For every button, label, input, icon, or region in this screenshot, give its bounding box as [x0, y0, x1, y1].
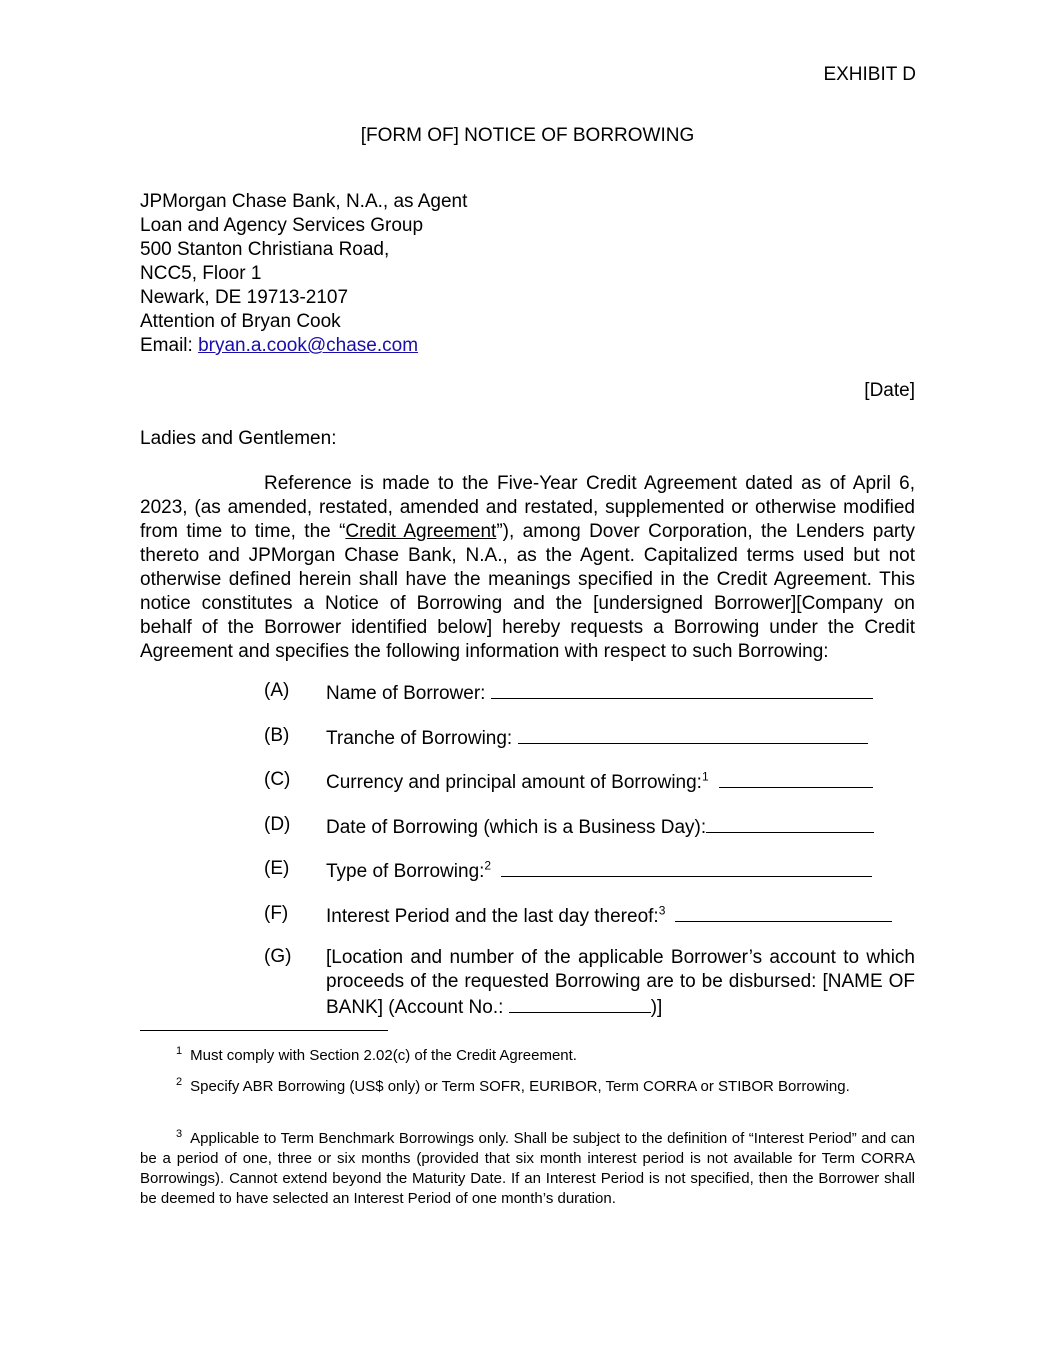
footnote-ref: 3: [658, 903, 666, 918]
item-tail: )]: [650, 997, 663, 1018]
footnote-mark: 3: [176, 1128, 183, 1140]
body-text: Reference is made to the Five-Year Credit Agreement dated as of April 6, 2023, (as amended, restated, amended and restated, supplemented or otherwise modified from time to time, the “: [140, 473, 915, 542]
item-letter: (G): [264, 946, 292, 967]
item-letter: (E): [264, 858, 290, 879]
footnote-mark: 2: [176, 1076, 183, 1088]
footnote-mark: 1: [176, 1045, 183, 1057]
currency-amount-blank[interactable]: [719, 769, 873, 788]
footnote-text: Specify ABR Borrowing (US$ only) or Term SOFR, EURIBOR, Term CORRA or STIBOR Borrowing.: [190, 1078, 850, 1095]
item-letter: (C): [264, 769, 291, 790]
item-label: Type of Borrowing:: [326, 861, 485, 882]
account-number-blank[interactable]: [509, 994, 651, 1013]
body-text: ”), among Dover Corporation, the Lenders party thereto and JPMorgan Chase Bank, N.A., as the Agent. Capitalized terms used but not otherwise defined herein shall have the meanings specified in the Credit Agreement. This notice constitutes a Notice of Borrowing and the [undersigned Borrower][Company on behalf of the Borrower identified below] hereby requests a Borrowing under the Credit Agreement and specifies the following information with respect to such Borrowing:: [140, 521, 916, 662]
exhibit-label: EXHIBIT D: [823, 64, 916, 85]
item-label: Currency and principal amount of Borrowing:: [326, 772, 702, 793]
footnote-ref: 1: [701, 769, 709, 784]
item-label: Interest Period and the last day thereof:: [326, 906, 659, 927]
body-paragraph: [140, 472, 915, 664]
item-letter: (B): [264, 725, 290, 746]
date-of-borrowing-blank[interactable]: [706, 814, 874, 833]
address-line: Newark, DE 19713-2107: [140, 287, 349, 308]
footnote-divider: [140, 1030, 388, 1031]
date-field: [Date]: [864, 380, 915, 401]
footnote-text: Must comply with Section 2.02(c) of the Credit Agreement.: [190, 1047, 577, 1064]
name-of-borrower-blank[interactable]: [491, 680, 873, 699]
address-line: NCC5, Floor 1: [140, 263, 262, 284]
tranche-blank[interactable]: [518, 725, 868, 744]
page-title: [FORM OF] NOTICE OF BORROWING: [360, 125, 695, 146]
address-line: 500 Stanton Christiana Road,: [140, 239, 390, 260]
address-line: Attention of Bryan Cook: [140, 311, 341, 332]
item-letter: (D): [264, 814, 291, 835]
address-line: Loan and Agency Services Group: [140, 215, 424, 236]
footnote-text: Applicable to Term Benchmark Borrowings only. Shall be subject to the definition of “Interest Period” and can be a period of one, three or six months (provided that six month interest period is not available for Term CORRA Borrowings). Cannot extend beyond the Maturity Date. If an Interest Period is not specified, then the Borrower shall be deemed to have selected an Interest Period of one month’s duration.: [140, 1130, 915, 1207]
address-line: JPMorgan Chase Bank, N.A., as Agent: [140, 191, 468, 212]
footnote-ref: 2: [484, 858, 492, 873]
footnote-1: [140, 1041, 915, 1066]
defined-term: Credit Agreement: [345, 521, 497, 542]
item-label: Tranche of Borrowing:: [326, 728, 518, 749]
type-of-borrowing-blank[interactable]: [501, 858, 872, 877]
item-label: Date of Borrowing (which is a Business Day):: [326, 817, 707, 838]
email-line: [140, 334, 467, 358]
footnote-2: [140, 1072, 915, 1097]
footnote-3: [140, 1124, 915, 1209]
interest-period-blank[interactable]: [675, 903, 892, 922]
email-label: Email:: [140, 335, 199, 356]
item-letter: (F): [264, 903, 289, 924]
address-block: [140, 190, 467, 358]
salutation: Ladies and Gentlemen:: [140, 428, 337, 449]
item-label: [Location and number of the applicable Borrower’s account to which proceeds of the requested Borrowing are to be disbursed: [NAME OF BANK] (Account No.:: [326, 947, 915, 1018]
item-letter: (A): [264, 680, 290, 701]
item-label: Name of Borrower:: [326, 683, 491, 704]
email-link[interactable]: bryan.a.cook@chase.com: [198, 335, 419, 356]
